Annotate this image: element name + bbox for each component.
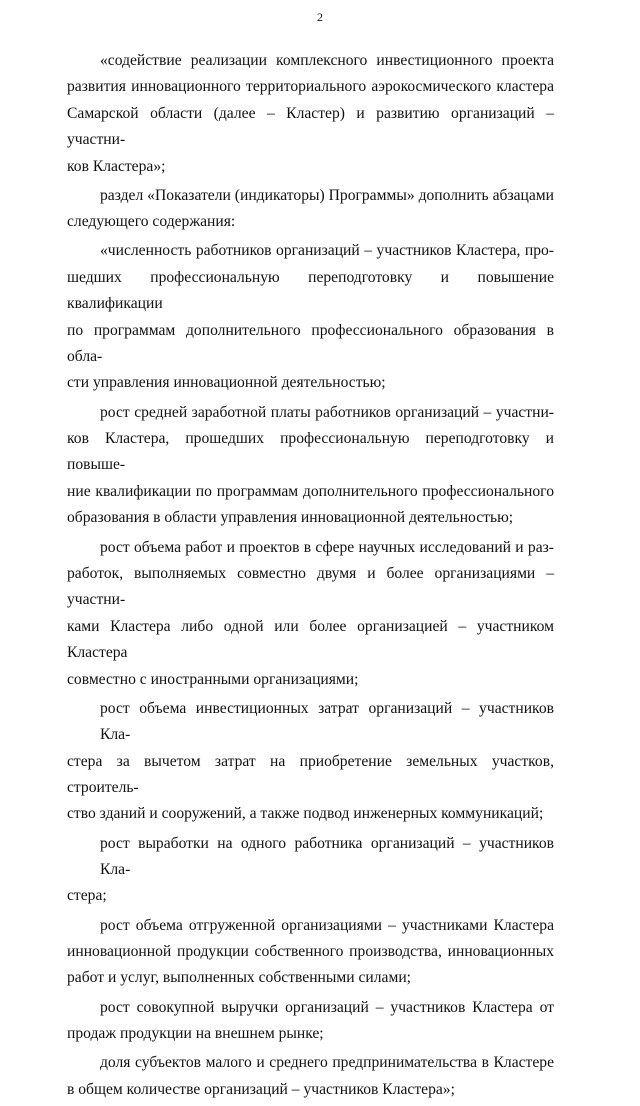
paragraph bbox=[67, 696, 554, 828]
text-line: рост выработки на одного работника организаций – участников Кла- bbox=[100, 834, 554, 878]
text-line: работок, выполняемых совместно двумя и более организациями – участни- bbox=[67, 564, 554, 609]
paragraph bbox=[67, 831, 554, 910]
text-line: «содействие реализации комплексного инвестиционного проекта bbox=[100, 52, 554, 69]
paragraph bbox=[67, 1050, 554, 1103]
text-line: рост средней заработной платы работников организаций – участни- bbox=[100, 403, 554, 421]
text-line: Самарской области (далее – Кластер) и развитию организаций – участни- bbox=[67, 104, 554, 149]
text-line: продаж продукции на внешнем рынке; bbox=[67, 1025, 324, 1042]
text-line: сти управления инновационной деятельностью; bbox=[67, 374, 386, 392]
text-line: в общем количестве организаций – участников Кластера»; bbox=[67, 1080, 455, 1098]
paragraph bbox=[67, 238, 554, 396]
paragraph bbox=[67, 535, 554, 693]
text-line: рост объема отгруженной организациями – участниками Кластера bbox=[100, 916, 554, 934]
text-line: рост объема работ и проектов в сфере научных исследований и раз- bbox=[100, 538, 554, 556]
paragraph bbox=[67, 48, 554, 180]
paragraph bbox=[67, 183, 554, 236]
document-body bbox=[67, 48, 554, 1106]
paragraph bbox=[67, 995, 554, 1048]
text-line: «численность работников организаций – участников Кластера, про- bbox=[100, 242, 554, 260]
text-line: ков Кластера, прошедших профессиональную переподготовку и повыше- bbox=[67, 430, 554, 474]
text-line: совместно с иностранными организациями; bbox=[67, 670, 359, 688]
text-line: стера за вычетом затрат на приобретение земельных участков, строитель- bbox=[67, 752, 554, 796]
text-line: доля субъектов малого и среднего предпринимательства в Кластере bbox=[100, 1054, 554, 1072]
text-line: ние квалификации по программам дополнительного профессионального bbox=[67, 482, 554, 500]
page-number: 2 bbox=[317, 10, 323, 24]
text-line: ство зданий и сооружений, а также подвод инженерных коммуникаций; bbox=[67, 805, 544, 823]
text-line: инновационной продукции собственного производства, инновационных bbox=[67, 942, 554, 960]
paragraph bbox=[67, 913, 554, 992]
text-line: шедших профессиональную переподготовку и повышение квалификации bbox=[67, 268, 554, 313]
text-line: рост совокупной выручки организаций – участников Кластера от bbox=[100, 998, 554, 1016]
text-line: следующего содержания: bbox=[67, 213, 236, 231]
text-line: ков Кластера»; bbox=[67, 157, 166, 175]
text-line: образования в области управления инновационной деятельностью; bbox=[67, 509, 514, 527]
text-line: ками Кластера либо одной или более организацией – участником Кластера bbox=[67, 617, 554, 662]
paragraph bbox=[67, 400, 554, 532]
text-line: по программам дополнительного профессионального образования в обла- bbox=[67, 321, 554, 366]
text-line: развития инновационного территориального аэрокосмического кластера bbox=[67, 78, 554, 96]
text-line: раздел «Показатели (индикаторы) Программы» дополнить абзацами bbox=[100, 186, 554, 204]
text-line: стера; bbox=[67, 887, 107, 905]
text-line: работ и услуг, выполненных собственными силами; bbox=[67, 969, 411, 987]
text-line: рост объема инвестиционных затрат организаций – участников Кла- bbox=[100, 699, 554, 744]
